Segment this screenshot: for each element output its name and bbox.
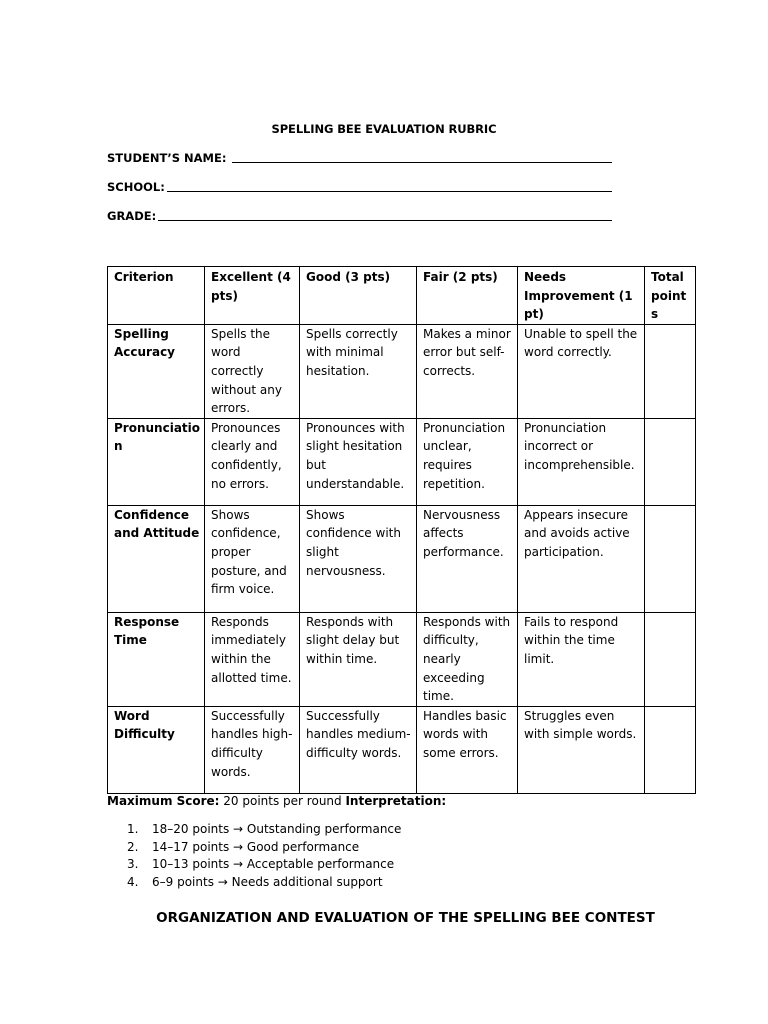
good-cell: Shows confidence with slight nervousness.: [300, 505, 417, 612]
header-good: Good (3 pts): [300, 267, 417, 325]
student-name-blank-line: [232, 162, 612, 163]
needs-improvement-cell: Unable to spell the word correctly.: [518, 324, 645, 418]
fair-cell: Pronunciation unclear, requires repetition.: [417, 418, 518, 505]
table-row: [108, 612, 696, 706]
excellent-cell: Shows confidence, proper posture, and firm voice.: [205, 505, 300, 612]
good-cell: Spells correctly with minimal hesitation.: [300, 324, 417, 418]
header-criterion: Criterion: [108, 267, 205, 325]
interpretation-list: [107, 821, 401, 891]
criterion-cell: Word Difficulty: [108, 706, 205, 793]
needs-improvement-cell: Struggles even with simple words.: [518, 706, 645, 793]
table-row: [108, 706, 696, 793]
good-cell: Responds with slight delay but within time.: [300, 612, 417, 706]
list-item: [127, 874, 401, 892]
header-fair: Fair (2 pts): [417, 267, 518, 325]
max-score-label: Maximum Score:: [107, 794, 220, 808]
list-item-number: 1.: [127, 822, 139, 836]
grade-blank-line: [158, 220, 612, 221]
list-item-number: 4.: [127, 874, 139, 889]
needs-improvement-cell: Fails to respond within the time limit.: [518, 612, 645, 706]
fair-cell: Makes a minor error but self-corrects.: [417, 324, 518, 418]
student-name-label: STUDENT’S NAME:: [107, 151, 227, 165]
total-points-cell: [645, 418, 696, 505]
total-points-cell: [645, 324, 696, 418]
table-row: [108, 505, 696, 612]
table-row: [108, 324, 696, 418]
score-summary: [107, 794, 446, 808]
good-cell: Successfully handles medium-difficulty words.: [300, 706, 417, 793]
list-item: [127, 821, 402, 839]
total-points-cell: [645, 706, 696, 793]
criterion-cell: Spelling Accuracy: [108, 324, 205, 418]
interpretation-label: Interpretation:: [345, 794, 447, 808]
student-name-field: [107, 151, 612, 165]
criterion-cell: Response Time: [108, 612, 205, 706]
needs-improvement-cell: Pronunciation incorrect or incomprehensible.: [518, 418, 645, 505]
section-heading: ORGANIZATION AND EVALUATION OF THE SPELLING BEE CONTEST: [156, 910, 655, 926]
criterion-cell: Pronunciation: [108, 418, 205, 505]
school-label: SCHOOL:: [107, 180, 165, 194]
rubric-header-row: [108, 267, 696, 325]
fair-cell: Responds with difficulty, nearly exceeding time.: [417, 612, 518, 706]
list-item: [127, 856, 401, 874]
needs-improvement-cell: Appears insecure and avoids active participation.: [518, 505, 645, 612]
grade-field: [107, 209, 612, 223]
max-score-value: 20 points per round: [219, 794, 346, 808]
excellent-cell: Pronounces clearly and confidently, no errors.: [205, 418, 300, 505]
header-needs-improvement: Needs Improvement (1 pt): [518, 267, 645, 325]
excellent-cell: Responds immediately within the allotted time.: [205, 612, 300, 706]
school-field: [107, 180, 612, 194]
criterion-cell: Confidence and Attitude: [108, 505, 205, 612]
excellent-cell: Spells the word correctly without any errors.: [205, 324, 300, 418]
list-item-text: 6–9 points → Needs additional support: [152, 874, 383, 889]
table-row: [108, 418, 696, 505]
school-blank-line: [167, 191, 612, 192]
document-title: SPELLING BEE EVALUATION RUBRIC: [271, 122, 497, 136]
list-item: [127, 839, 401, 857]
total-points-cell: [645, 505, 696, 612]
header-excellent: Excellent (4 pts): [205, 267, 300, 325]
list-item-number: 3.: [127, 857, 139, 872]
header-total-points: Total points: [645, 267, 696, 325]
fair-cell: Nervousness affects performance.: [417, 505, 518, 612]
list-item-text: 18–20 points → Outstanding performance: [152, 822, 402, 836]
total-points-cell: [645, 612, 696, 706]
list-item-text: 10–13 points → Acceptable performance: [152, 857, 395, 872]
good-cell: Pronounces with slight hesitation but understandable.: [300, 418, 417, 505]
fair-cell: Handles basic words with some errors.: [417, 706, 518, 793]
list-item-number: 2.: [127, 839, 139, 854]
excellent-cell: Successfully handles high-difficulty words.: [205, 706, 300, 793]
grade-label: GRADE:: [107, 209, 157, 223]
list-item-text: 14–17 points → Good performance: [152, 839, 360, 854]
rubric-table: [107, 266, 696, 794]
